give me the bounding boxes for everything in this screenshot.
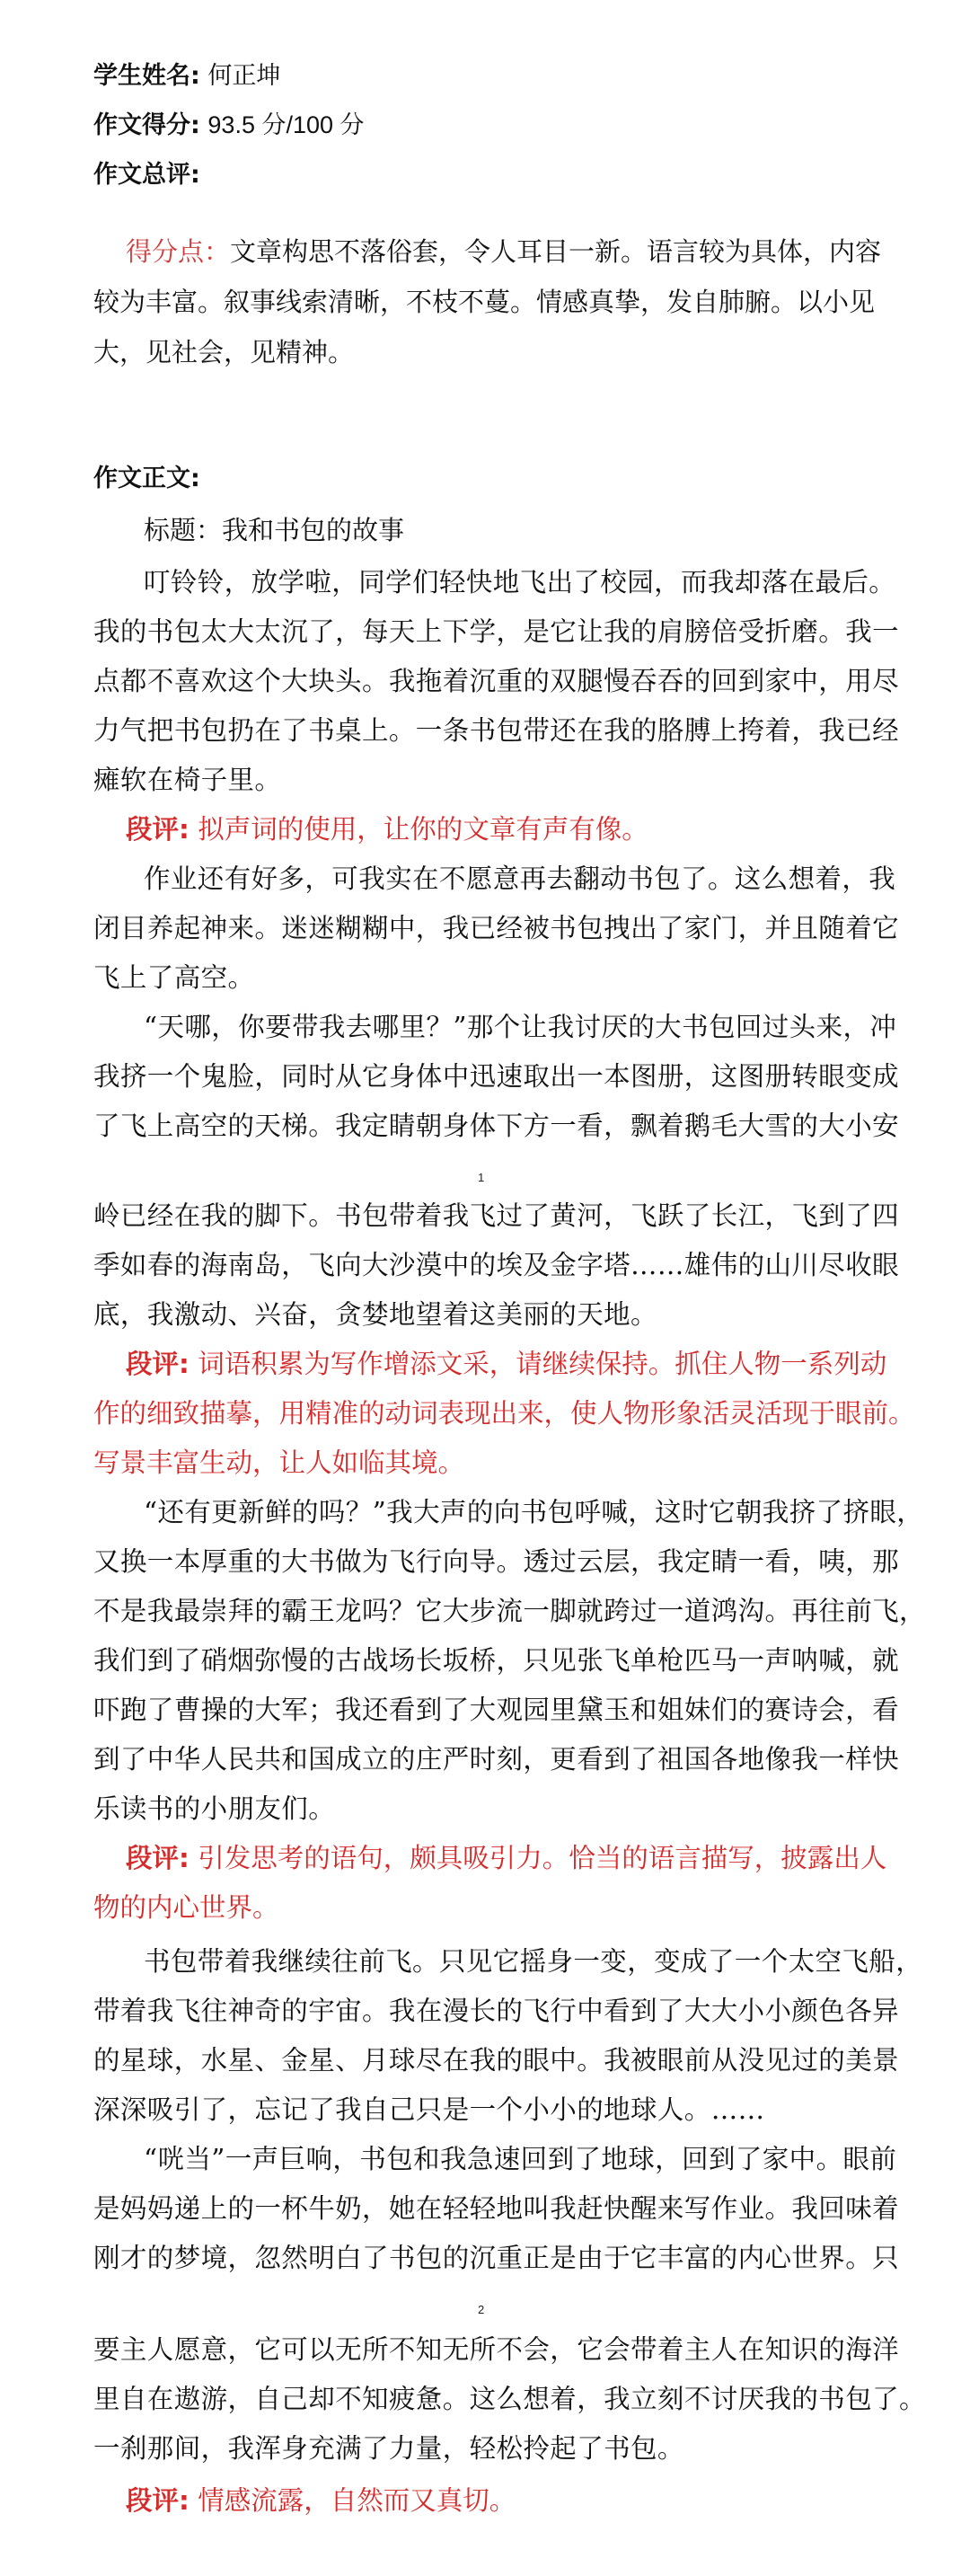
essay-line: 的星球，水星、金星、月球尽在我的眼中。我被眼前从没见过的美景 <box>93 2045 900 2076</box>
essay-line: 点都不喜欢这个大块头。我拖着沉重的双腿慢吞吞的回到家中，用尽 <box>93 666 900 696</box>
comment-text: 拟声词的使用，让你的文章有声有像。 <box>198 814 648 845</box>
page-number: 1 <box>478 1171 485 1184</box>
essay-line: 叮铃铃，放学啦，同学们轻快地飞出了校园，而我却落在最后。 <box>144 567 896 598</box>
essay-title: 标题：我和书包的故事 <box>144 515 405 545</box>
essay-line: 到了中华人民共和国成立的庄严时刻，更看到了祖国各地像我一样快 <box>93 1744 900 1775</box>
essay-line: “天哪，你要带我去哪里？”那个让我讨厌的大书包回过头来，冲 <box>144 1012 897 1042</box>
comment-label: 段评: <box>126 1843 190 1873</box>
page-number: 2 <box>478 2303 485 2316</box>
student-name-value: 何正坤 <box>207 62 281 89</box>
summary-line: 较为丰富。叙事线索清晰，不枝不蔓。情感真挚，发自肺腑。以小见 <box>93 287 876 317</box>
essay-line: 我挤一个鬼脸，同时从它身体中迅速取出一本图册，这图册转眼变成 <box>93 1061 900 1092</box>
essay-line: 底，我激动、兴奋，贪婪地望着这美丽的天地。 <box>93 1299 657 1330</box>
comment-label: 段评: <box>126 1349 190 1379</box>
essay-body-heading <box>93 458 200 493</box>
essay-line: 我们到了硝烟弥慢的古战场长坂桥，只见张飞单枪匹马一声呐喊，就 <box>93 1645 900 1676</box>
comment-label: 段评: <box>126 814 190 845</box>
summary-block <box>93 226 884 377</box>
essay-body-label: 作文正文: <box>93 465 200 492</box>
comment-text: 情感流露，自然而又真切。 <box>198 2485 516 2516</box>
student-name-row <box>93 56 280 91</box>
essay-line: 岭已经在我的脚下。书包带着我飞过了黄河，飞跃了长江，飞到了四 <box>93 1200 900 1231</box>
essay-line: 我的书包太大太沉了，每天上下学，是它让我的肩膀倍受折磨。我一 <box>93 616 900 647</box>
review-label: 作文总评: <box>93 161 200 189</box>
summary-line: 大，见社会，见精神。 <box>93 337 355 367</box>
essay-line: 吓跑了曹操的大军；我还看到了大观园里黛玉和姐妹们的赛诗会，看 <box>93 1695 900 1725</box>
essay-line: 书包带着我继续往前飞。只见它摇身一变，变成了一个太空飞船， <box>144 1946 923 1977</box>
paragraph-comment <box>126 1343 886 1381</box>
comment-line: 物的内心世界。 <box>93 1892 279 1923</box>
essay-line: 乐读书的小朋友们。 <box>93 1793 336 1824</box>
essay-line: 里自在遨游，自己却不知疲惫。这么想着，我立刻不讨厌我的书包了。 <box>93 2384 926 2414</box>
paragraph-comment <box>126 2480 516 2518</box>
essay-line: 又换一本厚重的大书做为飞行向导。透过云层，我定睛一看，咦，那 <box>93 1546 900 1577</box>
essay-line: “还有更新鲜的吗？”我大声的向书包呼喊，这时它朝我挤了挤眼， <box>144 1497 924 1527</box>
essay-line: 刚才的梦境，忽然明白了书包的沉重正是由于它丰富的内心世界。只 <box>93 2243 900 2273</box>
essay-line: 作业还有好多，可我实在不愿意再去翻动书包了。这么想着，我 <box>144 863 896 894</box>
essay-line: 力气把书包扔在了书桌上。一条书包带还在我的胳膊上挎着，我已经 <box>93 715 900 746</box>
paragraph-comment <box>126 809 648 846</box>
essay-line: 闭目养起神来。迷迷糊糊中，我已经被书包拽出了家门，并且随着它 <box>93 913 900 943</box>
essay-line: “咣当”一声巨响，书包和我急速回到了地球，回到了家中。眼前 <box>144 2144 897 2174</box>
comment-text: 词语积累为写作增添文采，请继续保持。抓住人物一系列动 <box>198 1349 887 1379</box>
score-row <box>93 105 365 140</box>
essay-line: 不是我最崇拜的霸王龙吗？它大步流一脚就跨过一道鸿沟。再往前飞， <box>93 1596 926 1626</box>
comment-text: 引发思考的语句，颇具吸引力。恰当的语言描写，披露出人 <box>198 1843 887 1873</box>
comment-line: 写景丰富生动，让人如临其境。 <box>93 1447 465 1478</box>
essay-line: 季如春的海南岛，飞向大沙漠中的埃及金字塔……雄伟的山川尽收眼 <box>93 1250 900 1280</box>
essay-line: 带着我飞往神奇的宇宙。我在漫长的飞行中看到了大大小小颜色各异 <box>93 1996 900 2026</box>
essay-line: 了飞上高空的天梯。我定睛朝身体下方一看，飘着鹅毛大雪的大小安 <box>93 1111 900 1141</box>
comment-line: 作的细致描摹，用精准的动词表现出来，使人物形象活灵活现于眼前。 <box>93 1398 915 1429</box>
essay-line: 深深吸引了，忘记了我自己只是一个小小的地球人。…… <box>93 2094 765 2125</box>
essay-line: 要主人愿意，它可以无所不知无所不会，它会带着主人在知识的海洋 <box>93 2334 900 2365</box>
paragraph-comment <box>126 1837 886 1875</box>
essay-line: 是妈妈递上的一杯牛奶，她在轻轻地叫我赶快醒来写作业。我回味着 <box>93 2193 900 2224</box>
essay-line: 瘫软在椅子里。 <box>93 765 282 795</box>
comment-label: 段评: <box>126 2485 190 2516</box>
essay-line: 一刹那间，我浑身充满了力量，轻松拎起了书包。 <box>93 2433 684 2464</box>
essay-line: 飞上了高空。 <box>93 962 255 993</box>
score-label: 作文得分: <box>93 111 200 139</box>
review-heading <box>93 155 200 190</box>
student-name-label: 学生姓名: <box>93 62 200 90</box>
summary-line: 得分点：文章构思不落俗套，令人耳目一新。语言较为具体，内容 <box>126 236 882 267</box>
score-value: 93.5 分/100 分 <box>207 111 365 138</box>
summary-label: 得分点： <box>126 236 231 267</box>
